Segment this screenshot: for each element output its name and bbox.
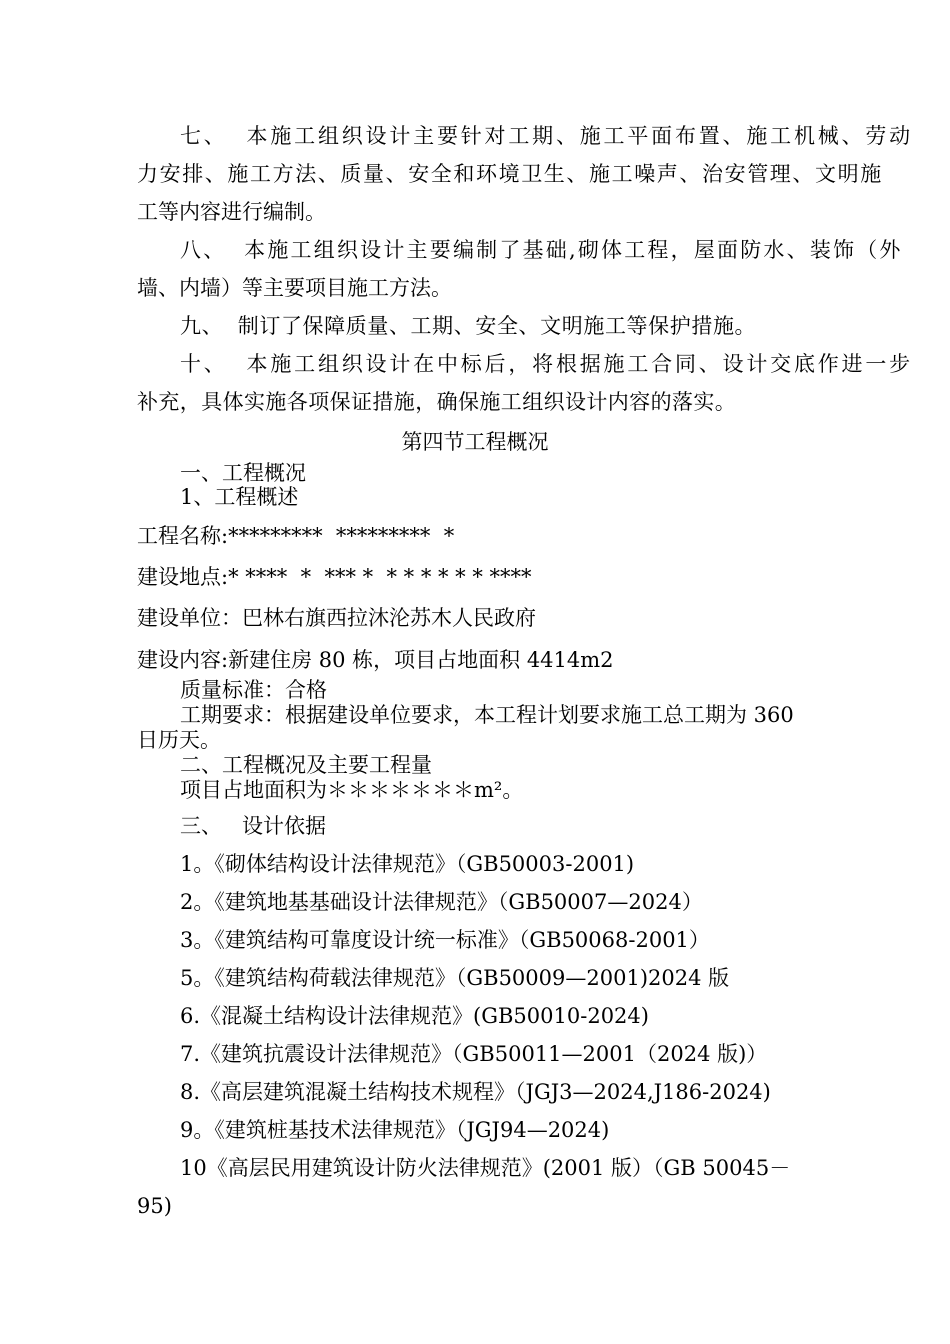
paragraph-8-line-1: 八、 本施工组织设计主要编制了基础,砌体工程，屋面防水、装饰（外	[180, 238, 903, 262]
paragraph-7-line-1: 七、 本施工组织设计主要针对工期、施工平面布置、施工机械、劳动	[180, 124, 913, 148]
paragraph-7-line-2: 力安排、施工方法、质量、安全和环境卫生、施工噪声、治安管理、文明施	[137, 162, 883, 186]
subheading-overview: 一、工程概况	[180, 461, 306, 485]
project-location: 建设地点:* **** * *** * * * * * * * ****	[137, 565, 532, 589]
standard-item-6: 6.《混凝土结构设计法律规范》(GB50010-2024)	[180, 1004, 649, 1028]
standard-item-10-line-1: 10《高层民用建筑设计防火法律规范》(2001 版）（GB 50045－	[180, 1156, 791, 1180]
standard-item-1: 1。《砌体结构设计法律规范》（GB50003-2001)	[180, 852, 635, 876]
schedule-requirement-line-2: 日历天。	[137, 728, 221, 752]
schedule-requirement-line-1: 工期要求：根据建设单位要求，本工程计划要求施工总工期为 360	[180, 703, 794, 727]
project-name: 工程名称:********* ********* *	[137, 524, 455, 548]
paragraph-10-line-1: 十、 本施工组织设计在中标后，将根据施工合同、设计交底作进一步	[180, 352, 913, 376]
standard-item-10-line-2: 95)	[137, 1194, 172, 1218]
subheading-summary: 1、工程概述	[180, 485, 299, 509]
paragraph-9: 九、 制订了保障质量、工期、安全、文明施工等保护措施。	[180, 314, 757, 338]
section-heading: 第四节工程概况	[401, 430, 549, 454]
standard-item-3: 3。《建筑结构可靠度设计统一标准》（GB50068-2001）	[180, 928, 710, 952]
subheading-design-basis: 三、 设计依据	[180, 814, 327, 838]
subheading-quantities: 二、工程概况及主要工程量	[180, 753, 432, 777]
paragraph-8-line-2: 墙、内墙）等主要项目施工方法。	[137, 276, 452, 300]
paragraph-7-line-3: 工等内容进行编制。	[137, 200, 326, 224]
standard-item-2: 2。《建筑地基基础设计法律规范》（GB50007—2024）	[180, 890, 703, 914]
standard-item-8: 8.《高层建筑混凝土结构技术规程》（JGJ3—2024,J186-2024)	[180, 1080, 771, 1104]
standard-item-9: 9。《建筑桩基技术法律规范》（JGJ94—2024)	[180, 1118, 610, 1142]
construction-unit: 建设单位：巴林右旗西拉沐沦苏木人民政府	[137, 606, 536, 630]
quality-standard: 质量标准：合格	[180, 678, 327, 702]
project-area: 项目占地面积为＊＊＊＊＊＊＊m²。	[180, 778, 524, 802]
paragraph-10-line-2: 补充，具体实施各项保证措施，确保施工组织设计内容的落实。	[137, 390, 737, 414]
standard-item-5: 5。《建筑结构荷载法律规范》（GB50009—2001)2024 版	[180, 966, 730, 990]
standard-item-7: 7.《建筑抗震设计法律规范》（GB50011—2001（2024 版)）	[180, 1042, 768, 1066]
construction-content: 建设内容:新建住房 80 栋，项目占地面积 4414m2	[137, 648, 614, 672]
